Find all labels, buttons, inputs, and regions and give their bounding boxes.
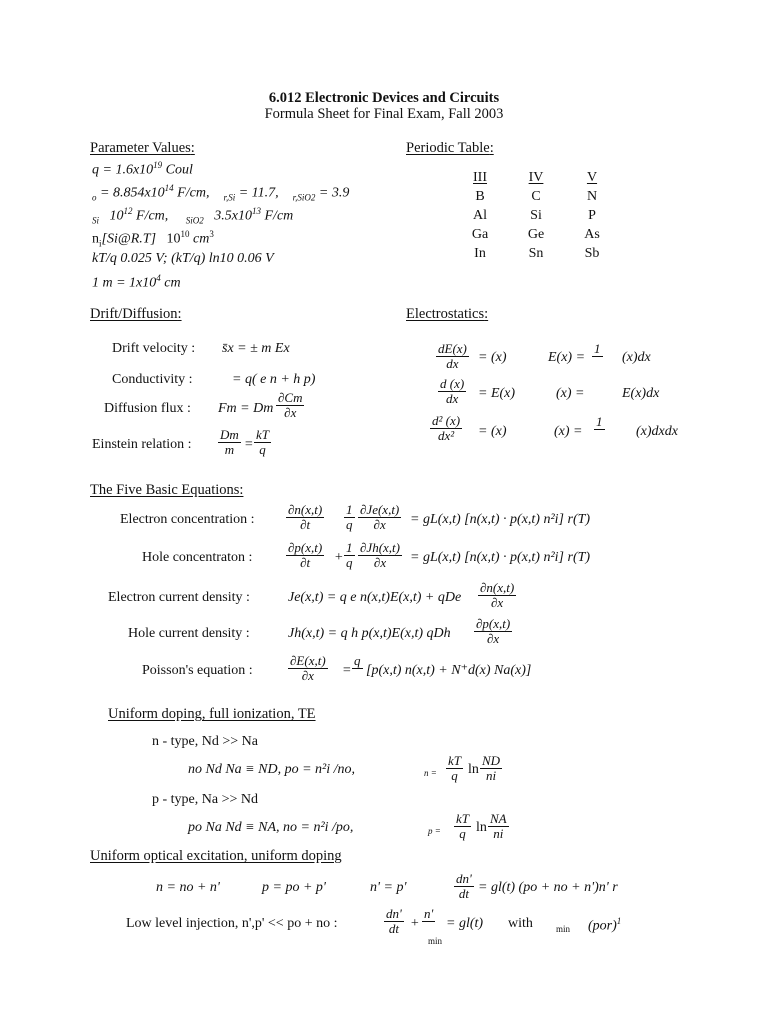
poisson-equals: = [342,663,352,678]
h-conc-plus: + [334,550,344,565]
ntype-frac2: $\frac{ND}{ni}$ [482,753,501,783]
ntype-condition: n - type, Nd >> Na [152,734,258,749]
periodic-cell: Sn [528,246,544,261]
einstein-equals: = [244,437,254,452]
periodic-col-head: IV [528,170,544,185]
periodic-cell: Al [473,208,487,223]
ntype-eq: no Nd Na ≡ ND, po = n²i /no, [188,762,355,777]
hole-current-label: Hole current density : [128,626,250,641]
diffusion-flux-eq: Fm = Dm [218,401,274,416]
einstein-fraction-left: $\frac{Dm}{m}$ [220,427,239,457]
low-tau-rhs: (por)$^1$ [588,916,622,934]
electro-row3b-lhs: (x) = [554,424,583,439]
einstein-fraction-right: $\frac{kT}{q}$ [256,427,269,457]
e-curr-eq: Je(x,t) = q e n(x,t)E(x,t) + qDe [288,590,462,605]
parameter-values-heading: Parameter Values: [90,140,195,156]
electro-row2-fraction: $\frac{d (x)}{dx}$ [440,376,465,406]
param-ni: $n_i[Si@R.T]$ $10^{10}$ $cm^3$ [92,229,214,249]
low-level-injection-label: Low level injection, n',p' << po + no : [126,916,338,931]
periodic-cell: Ge [527,227,545,242]
five-basic-equations-heading: The Five Basic Equations: [90,482,244,498]
electrostatics-heading: Electrostatics: [406,306,489,322]
ntype-phi: n = [424,768,437,778]
page-title: 6.012 Electronic Devices and Circuits [268,90,500,106]
periodic-cell: Sb [584,246,600,261]
periodic-cell: In [474,246,486,261]
h-conc-rhs: = gL(x,t) [n(x,t) · p(x,t) n²i] r(T) [410,550,591,565]
hole-concentration-label: Hole concentraton : [142,550,253,565]
poisson-label: Poisson's equation : [142,663,253,678]
low-frac1: $\frac{dn'}{dt}$ [386,906,402,936]
low-frac2: n' [424,906,434,921]
ptype-ln: ln [476,820,487,835]
electro-row1b-lhs: E(x) = [548,350,586,365]
electro-row1b-rhs: (x)dx [622,350,651,365]
poisson-q-frac: q [354,653,361,668]
electro-row1-rhs: = (x) [478,350,507,365]
param-kt: kT/q 0.025 V; (kT/q) ln10 0.06 V [92,251,274,266]
h-curr-eq: Jh(x,t) = q h p(x,t)E(x,t) qDh [288,626,451,641]
ptype-frac1: $\frac{kT}{q}$ [456,811,469,841]
ntype-frac1: $\frac{kT}{q}$ [448,753,461,783]
optical-eq3: n' = p' [370,880,407,895]
e-conc-rhs: = gL(x,t) [n(x,t) · p(x,t) n²i] r(T) [410,512,591,527]
h-curr-frac: $\frac{\partial p(x,t)}{\partial x}$ [476,616,511,646]
low-with: with [508,916,533,931]
periodic-cell: Ga [471,227,489,242]
drift-velocity-eq: s̄x = ± m Ex [222,341,290,356]
optical-heading: Uniform optical excitation, uniform doping [90,848,342,864]
h-conc-frac1: $\frac{\partial p(x,t)}{\partial t}$ [288,540,323,570]
h-conc-frac2: $\frac{1}{q}$ [346,540,353,570]
low-tau-sub: min [556,924,571,934]
param-q: $q = 1.6x10^{19}$ Coul [92,160,193,178]
diffusion-flux-label: Diffusion flux : [104,401,191,416]
ntype-ln: ln [468,762,479,777]
electro-row3b-rhs: (x)dxdx [636,424,678,439]
diffusion-fraction: $\frac{\partial Cm}{\partial x}$ [278,390,303,420]
periodic-col-head: V [586,170,598,185]
electro-row1-fraction: $\frac{dE(x)}{dx}$ [438,341,467,371]
electro-row3-fraction: $\frac{\text{d² (x)}}{\text{dx²}}$ [432,413,461,443]
drift-velocity-label: Drift velocity : [112,341,196,356]
periodic-cell: C [531,189,541,204]
conductivity-label: Conductivity : [112,372,193,387]
conductivity-eq: = q( e n + h p) [232,372,316,387]
periodic-col-head: III [473,170,487,185]
electro-row2b-lhs: (x) = [556,386,585,401]
uniform-doping-heading: Uniform doping, full ionization, TE [108,706,316,722]
param-eps-o: $_o = 8.854x10^{14}$ F/cm, $_{r,Si}$ = 11.7, $_{r,SiO2}$ = 3.9 [92,183,350,203]
periodic-cell: Si [530,208,542,223]
poisson-frac: $\frac{\partial E(x,t)}{\partial x}$ [290,653,326,683]
optical-eq1: n = no + n' [156,880,220,895]
ptype-phi: p = [428,826,441,836]
param-um: 1 $m = 1x10^4$ cm [92,273,181,291]
electro-row2b-rhs: E(x)dx [622,386,660,401]
periodic-cell: P [588,208,596,223]
e-conc-frac1: $\frac{\partial n(x,t)}{\partial t}$ [288,502,323,532]
periodic-cell: As [584,227,600,242]
param-eps-si: $_{Si}$ $10^{12}$ F/cm, $_{SiO2}$ $3.5x10^{13}$ F/cm [92,206,294,226]
electro-row3b-fraction: 1 [596,414,603,429]
optical-eq4-rhs: = gl(t) (po + no + n')n' r [478,880,618,895]
e-conc-frac3: $\frac{\partial Je(x,t)}{\partial x}$ [360,502,400,532]
periodic-cell: B [475,189,485,204]
poisson-rhs: [p(x,t) n(x,t) + N⁺d(x) Na(x)] [366,663,532,678]
low-rhs: = gl(t) [446,916,484,931]
electron-current-label: Electron current density : [108,590,250,605]
ptype-eq: po Na Nd ≡ NA, no = n²i /po, [188,820,354,835]
electro-row3-rhs: = (x) [478,424,507,439]
low-plus: + [410,916,420,931]
h-conc-frac3: $\frac{\partial Jh(x,t)}{\partial x}$ [360,540,400,570]
electron-concentration-label: Electron concentration : [120,512,255,527]
periodic-table-heading: Periodic Table: [406,140,494,156]
ptype-frac2: $\frac{NA}{ni}$ [490,811,507,841]
electro-row1b-fraction: 1 [594,341,601,356]
ptype-condition: p - type, Na >> Nd [152,792,258,807]
low-sub: min [428,936,443,946]
einstein-relation-label: Einstein relation : [92,437,192,452]
periodic-cell: N [586,189,598,204]
optical-eq2: p = po + p' [262,880,326,895]
e-conc-frac2: $\frac{1}{q}$ [346,502,353,532]
page-subtitle: Formula Sheet for Final Exam, Fall 2003 [264,106,504,122]
optical-eq4-frac: $\frac{dn'}{dt}$ [456,871,472,901]
drift-diffusion-heading: Drift/Diffusion: [90,306,182,322]
electro-row2-rhs: = E(x) [478,386,516,401]
e-curr-frac: $\frac{\partial n(x,t)}{\partial x}$ [480,580,515,610]
